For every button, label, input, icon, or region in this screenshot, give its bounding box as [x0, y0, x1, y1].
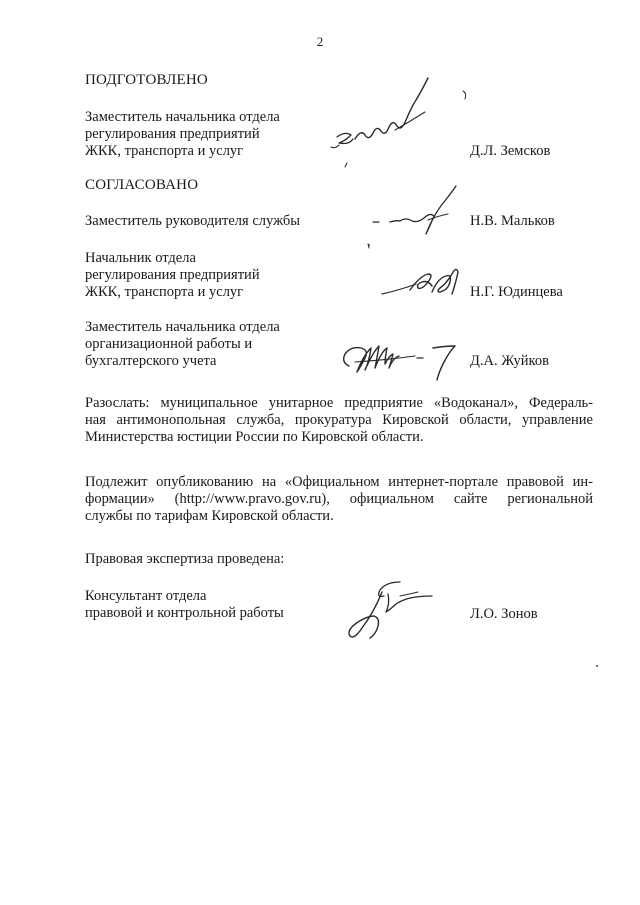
position-line: Начальник отдела	[85, 250, 196, 266]
position-line: Заместитель начальника отдела	[85, 109, 280, 125]
signature-zonov-image	[342, 578, 442, 648]
position-line: ЖКК, транспорта и услуг	[85, 143, 244, 159]
position-line: Заместитель начальника отдела	[85, 319, 280, 335]
signature-yudintseva-image	[380, 262, 475, 307]
speck	[596, 665, 598, 667]
agreed-signer-name: Н.В. Мальков	[470, 213, 555, 229]
paragraph-line: Разослать: муниципальное унитарное предприятие «Водоканал», Федераль-	[85, 395, 593, 411]
position-line: Заместитель руководителя службы	[85, 213, 301, 229]
agreed-signer-position	[85, 213, 325, 230]
paragraph-line: Министерства юстиции России по Кировской области.	[85, 429, 424, 445]
paragraph-line: ная антимонопольная служба, прокуратура Кировской области, управление	[85, 412, 593, 428]
signature-malkov-image	[368, 182, 473, 242]
legal-review-statement: Правовая экспертиза проведена:	[85, 551, 285, 567]
prepared-heading: ПОДГОТОВЛЕНО	[85, 72, 208, 88]
position-line: ЖКК, транспорта и услуг	[85, 284, 244, 300]
prepared-signer-name: Д.Л. Земсков	[470, 143, 551, 159]
legal-review-signer-name: Л.О. Зонов	[470, 606, 538, 622]
agreed-signer-position	[85, 250, 325, 301]
position-line: организационной работы и	[85, 336, 253, 352]
position-line: бухгалтерского учета	[85, 353, 217, 369]
agreed-signer-name: Н.Г. Юдинцева	[470, 284, 563, 300]
legal-review-signer-position	[85, 588, 325, 622]
paragraph-line: службы по тарифам Кировской области.	[85, 508, 334, 524]
paragraph-line: Подлежит опубликованию на «Официальном интернет-портале правовой ин-	[85, 474, 593, 490]
position-line: правовой и контрольной работы	[85, 605, 284, 621]
paragraph-line: формации» (http://www.pravo.gov.ru), официальном сайте региональной	[85, 491, 593, 507]
publication-paragraph	[85, 474, 593, 525]
distribution-paragraph	[85, 395, 593, 446]
agreed-heading: СОГЛАСОВАНО	[85, 177, 199, 193]
position-line: Консультант отдела	[85, 588, 207, 604]
page-number: 2	[316, 34, 324, 49]
signature-zemskov-image	[325, 85, 475, 170]
prepared-signer-position	[85, 109, 325, 160]
signature-zhuikov-image	[335, 336, 475, 386]
speck	[368, 244, 370, 246]
position-line: регулирования предприятий	[85, 126, 260, 142]
agreed-signer-name: Д.А. Жуйков	[470, 353, 549, 369]
position-line: регулирования предприятий	[85, 267, 260, 283]
agreed-signer-position	[85, 319, 325, 370]
